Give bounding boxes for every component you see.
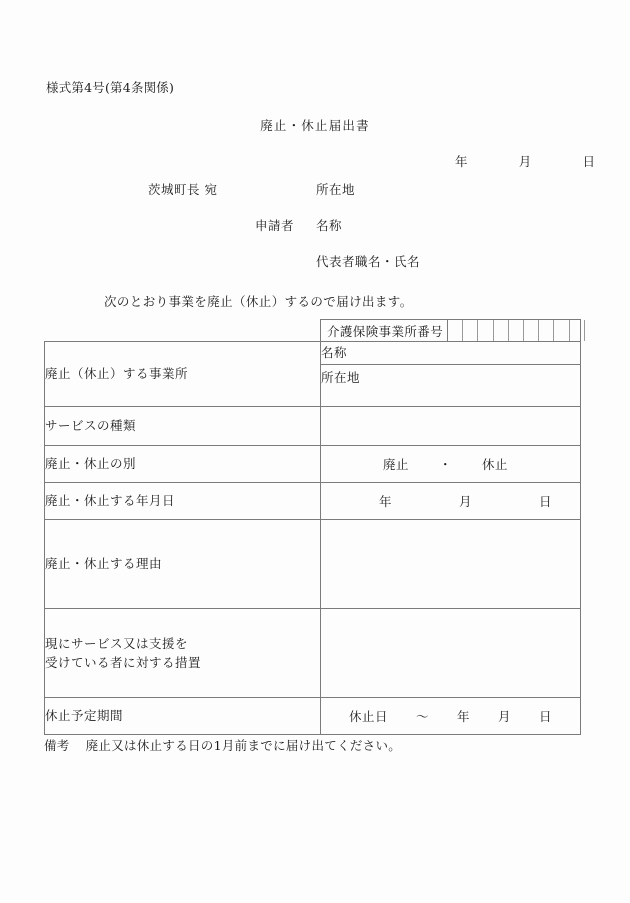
insurance-number-box[interactable] bbox=[508, 320, 523, 341]
insurance-number-box[interactable] bbox=[538, 320, 553, 341]
form-table bbox=[44, 319, 581, 735]
table-row bbox=[45, 609, 581, 698]
form-code: 様式第4号(第4条関係) bbox=[46, 80, 175, 95]
row-label-measures bbox=[45, 609, 321, 698]
row-label-closure-type: 廃止・休止の別 bbox=[45, 446, 321, 483]
addressee: 茨城町長 宛 bbox=[148, 182, 218, 197]
row-label-suspension-period: 休止予定期間 bbox=[45, 698, 321, 735]
closure-date-field[interactable] bbox=[321, 483, 581, 520]
closure-date-day-label: 日 bbox=[538, 494, 552, 509]
insurance-number-box[interactable] bbox=[462, 320, 477, 341]
applicant-name-label: 名称 bbox=[316, 218, 343, 233]
form-table-wrapper bbox=[44, 319, 580, 735]
insurance-number-cell[interactable] bbox=[321, 320, 581, 342]
insurance-number-box[interactable] bbox=[493, 320, 508, 341]
footnote-prefix: 備考 bbox=[44, 738, 70, 753]
insurance-number-label: 介護保険事業所番号 bbox=[321, 320, 448, 341]
choice-abolish[interactable]: 廃止 bbox=[382, 457, 409, 472]
choice-suspend[interactable]: 休止 bbox=[482, 457, 509, 472]
measures-label-line1: 現にサービス又は支援を bbox=[45, 635, 189, 651]
row-label-facility: 廃止（休止）する事業所 bbox=[45, 342, 321, 407]
suspension-end-year-label: 年 bbox=[456, 709, 470, 724]
applicant-label: 申請者 bbox=[255, 218, 295, 233]
date-month-label: 月 bbox=[518, 154, 532, 169]
insurance-number-box[interactable] bbox=[553, 320, 568, 341]
row-label-closure-date: 廃止・休止する年月日 bbox=[45, 483, 321, 520]
insurance-number-boxes[interactable] bbox=[448, 320, 599, 341]
measures-field[interactable] bbox=[321, 609, 581, 698]
insurance-number-box[interactable] bbox=[523, 320, 538, 341]
choice-separator: ・ bbox=[438, 457, 452, 472]
date-year-label: 年 bbox=[455, 154, 468, 169]
date-day-label: 日 bbox=[582, 154, 595, 169]
suspension-end-day-label: 日 bbox=[538, 709, 552, 724]
table-row bbox=[45, 698, 581, 735]
row-label-service-type: サービスの種類 bbox=[45, 407, 321, 446]
suspension-period-field[interactable] bbox=[321, 698, 581, 735]
representative-label: 代表者職名・氏名 bbox=[316, 254, 421, 269]
table-row bbox=[45, 446, 581, 483]
insurance-number-box[interactable] bbox=[569, 320, 584, 341]
closure-date-year-label: 年 bbox=[379, 494, 393, 509]
footnote bbox=[44, 736, 401, 754]
range-tilde: ～ bbox=[415, 709, 429, 724]
table-row bbox=[45, 320, 581, 342]
address-label: 所在地 bbox=[316, 182, 356, 197]
closure-type-field[interactable] bbox=[321, 446, 581, 483]
date-line bbox=[455, 152, 595, 170]
closure-date-month-label: 月 bbox=[458, 494, 472, 509]
table-row bbox=[45, 342, 581, 365]
suspension-end-month-label: 月 bbox=[497, 709, 511, 724]
suspension-start-label: 休止日 bbox=[349, 709, 389, 724]
insurance-number-box[interactable] bbox=[477, 320, 492, 341]
row-label-reason: 廃止・休止する理由 bbox=[45, 520, 321, 609]
insurance-number-box[interactable] bbox=[448, 320, 462, 341]
intro-text: 次のとおり事業を廃止（休止）するので届け出ます。 bbox=[104, 294, 413, 309]
table-row bbox=[45, 483, 581, 520]
service-type-field[interactable] bbox=[321, 407, 581, 446]
page-title: 廃止・休止届出書 bbox=[260, 118, 370, 133]
measures-label-line2: 受けている者に対する措置 bbox=[45, 655, 202, 670]
table-row bbox=[45, 407, 581, 446]
table-row bbox=[45, 520, 581, 609]
reason-field[interactable] bbox=[321, 520, 581, 609]
spacer-cell bbox=[45, 320, 321, 342]
insurance-number-box[interactable] bbox=[584, 320, 599, 341]
facility-name-field[interactable]: 名称 bbox=[321, 342, 581, 365]
facility-address-field[interactable]: 所在地 bbox=[321, 365, 581, 407]
footnote-text: 廃止又は休止する日の1月前までに届け出てください。 bbox=[85, 738, 402, 753]
